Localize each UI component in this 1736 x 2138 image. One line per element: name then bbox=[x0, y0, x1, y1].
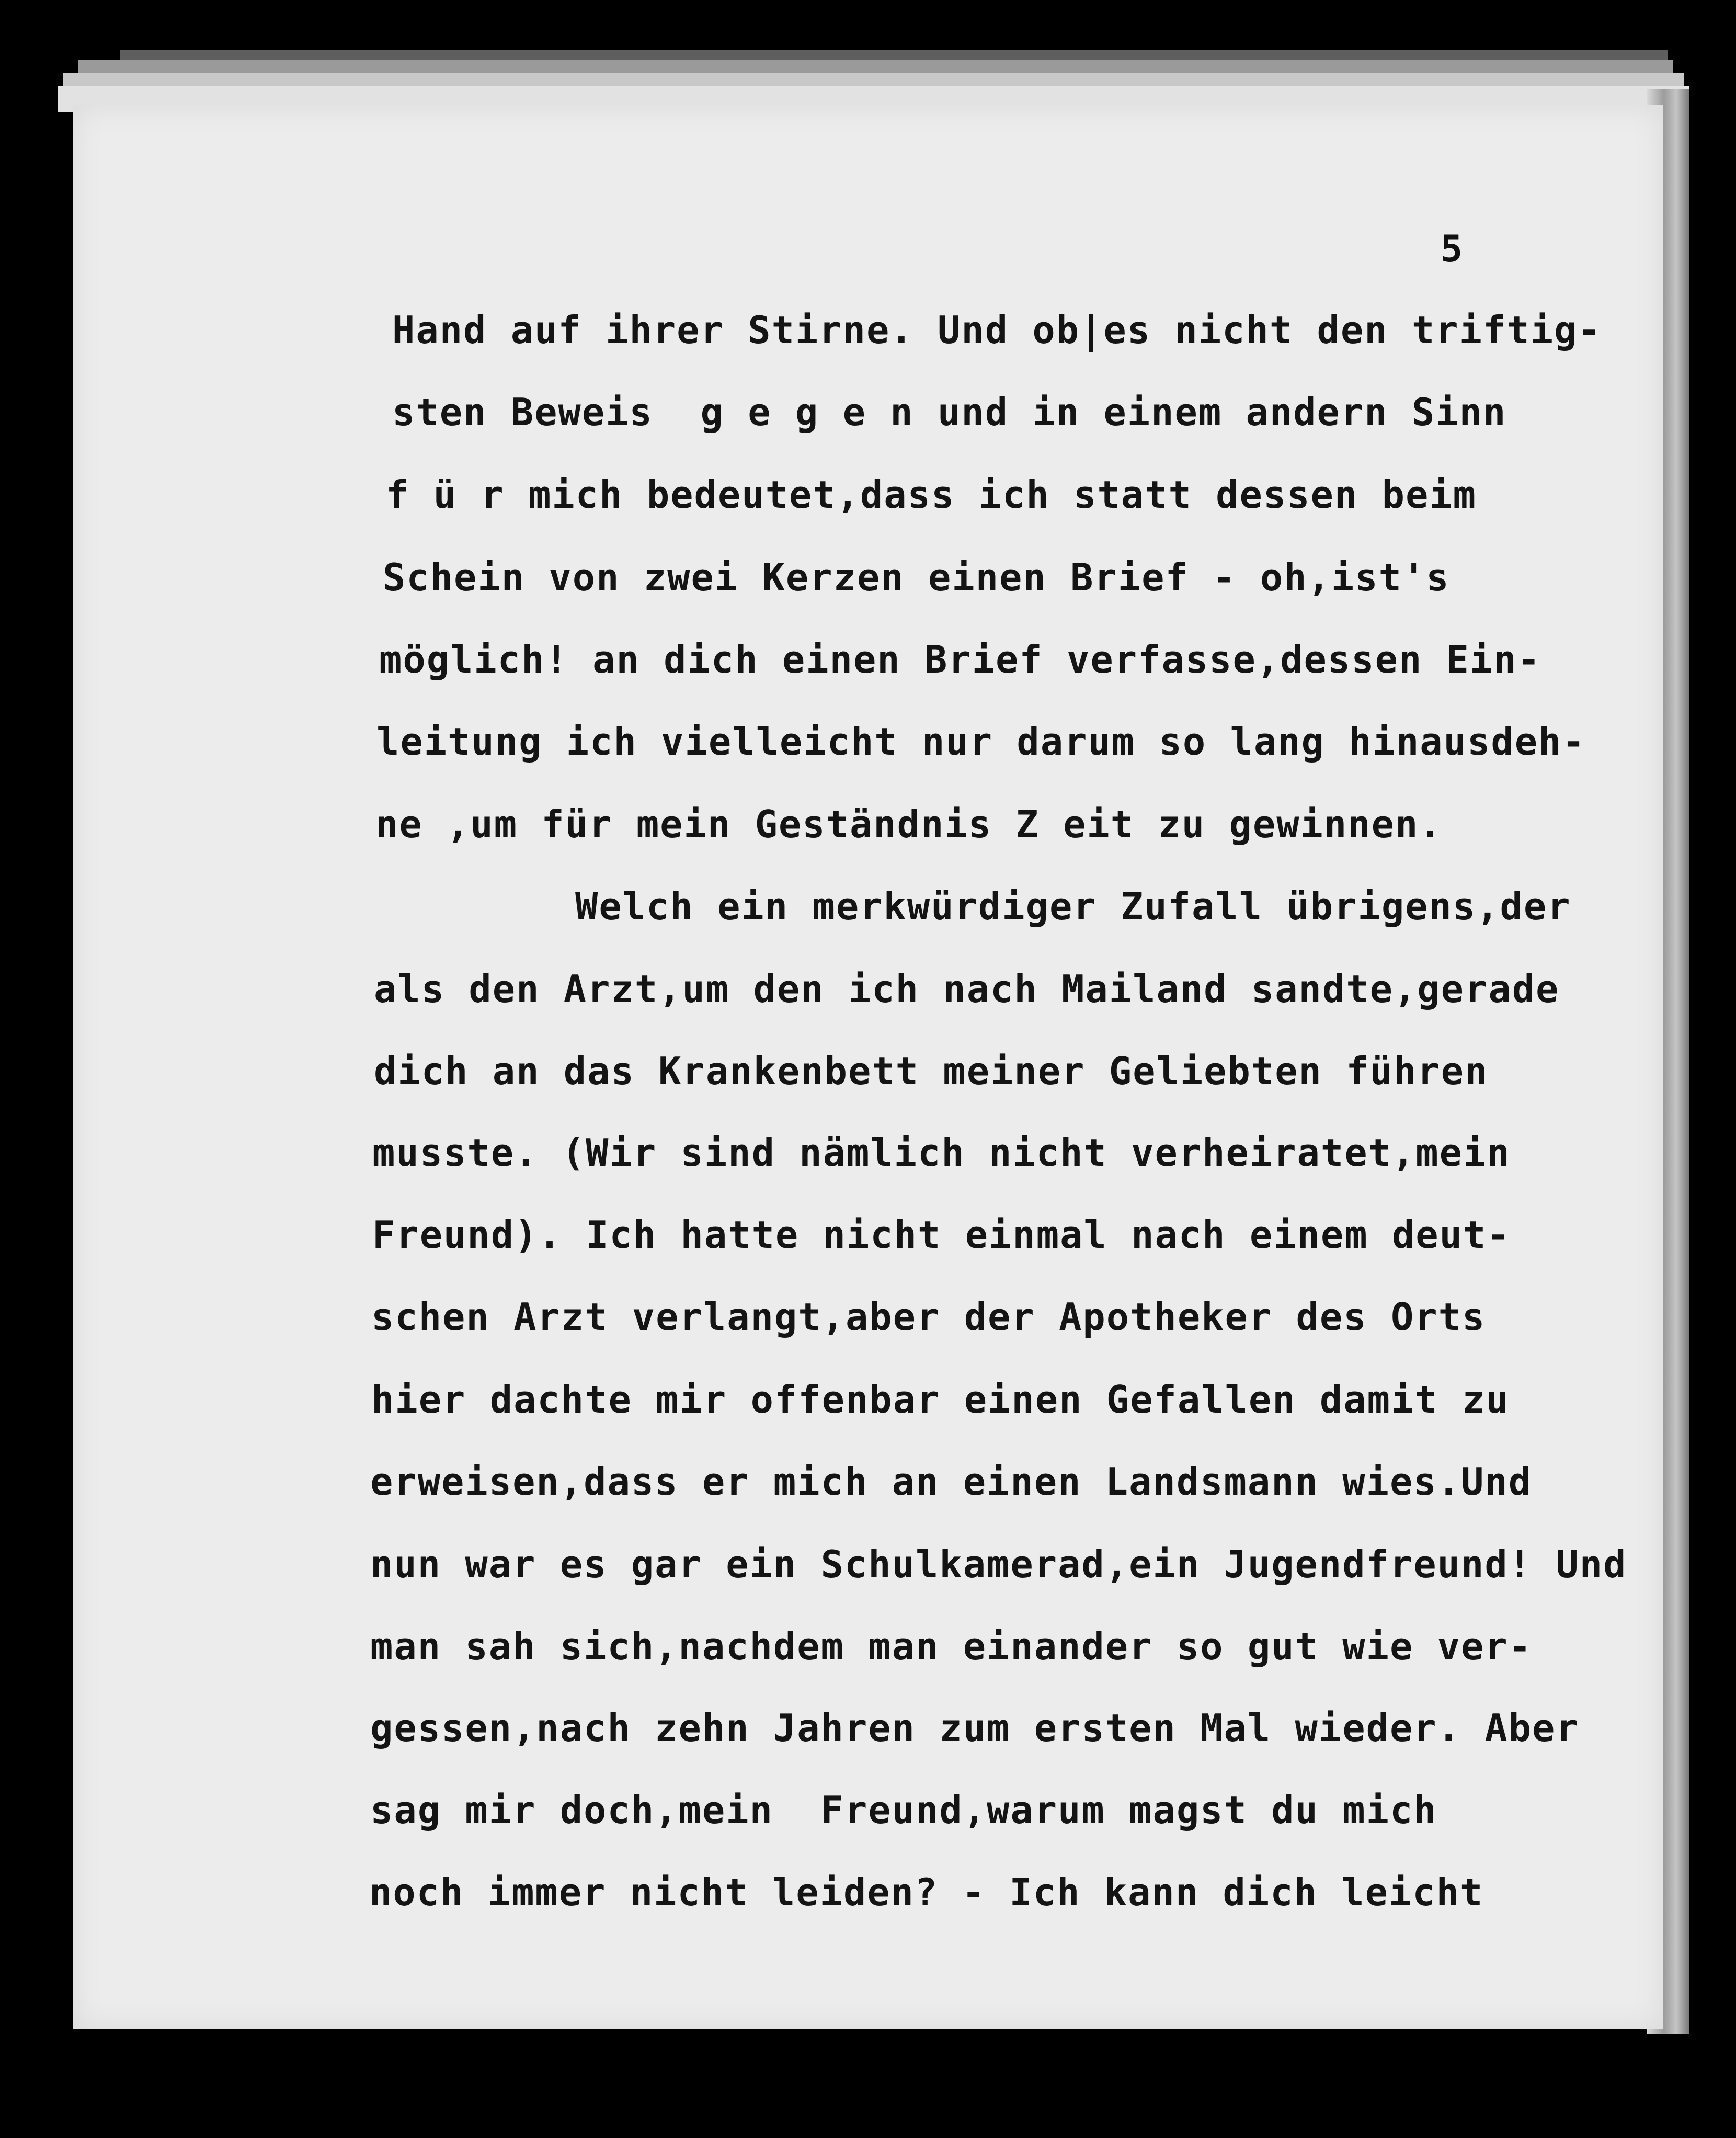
text-line: als den Arzt,um den ich nach Mailand sandte,gerade bbox=[374, 967, 1560, 1011]
text-line: Welch ein merkwürdiger Zufall übrigens,der bbox=[575, 884, 1571, 928]
text-line: hier dachte mir offenbar einen Gefallen damit zu bbox=[371, 1378, 1510, 1421]
text-line: ne ,um für mein Geständnis Z eit zu gewinnen. bbox=[375, 802, 1443, 846]
text-line: sten Beweis g e g e n und in einem andern Sinn bbox=[392, 390, 1507, 434]
text-line: erweisen,dass er mich an einen Landsmann wies.Und bbox=[370, 1460, 1533, 1504]
text-line: man sah sich,nachdem man einander so gut wie ver- bbox=[370, 1624, 1533, 1668]
text-line: sag mir doch,mein Freund,warum magst du mich bbox=[370, 1788, 1437, 1832]
text-line: Hand auf ihrer Stirne. Und ob|es nicht den triftig- bbox=[392, 308, 1602, 352]
text-line: dich an das Krankenbett meiner Geliebten führen bbox=[374, 1049, 1489, 1093]
text-line: Freund). Ich hatte nicht einmal nach einem deut- bbox=[372, 1213, 1511, 1257]
text-line: schen Arzt verlangt,aber der Apotheker des Orts bbox=[371, 1295, 1486, 1339]
text-line: leitung ich vielleicht nur darum so lang hinausdeh- bbox=[376, 720, 1586, 764]
page-number: 5 bbox=[1441, 228, 1463, 270]
text-line: noch immer nicht leiden? - Ich kann dich leicht bbox=[369, 1870, 1484, 1914]
text-line: möglich! an dich einen Brief verfasse,dessen Ein- bbox=[379, 638, 1541, 681]
text-line: Schein von zwei Kerzen einen Brief - oh,ist's bbox=[383, 555, 1450, 599]
text-line: gessen,nach zehn Jahren zum ersten Mal wieder. Aber bbox=[370, 1706, 1580, 1750]
text-line: nun war es gar ein Schulkamerad,ein Jugendfreund! Und bbox=[370, 1542, 1627, 1586]
text-line: f ü r mich bedeutet,dass ich statt dessen beim bbox=[386, 473, 1477, 517]
text-line: musste. (Wir sind nämlich nicht verheiratet,mein bbox=[372, 1131, 1511, 1175]
